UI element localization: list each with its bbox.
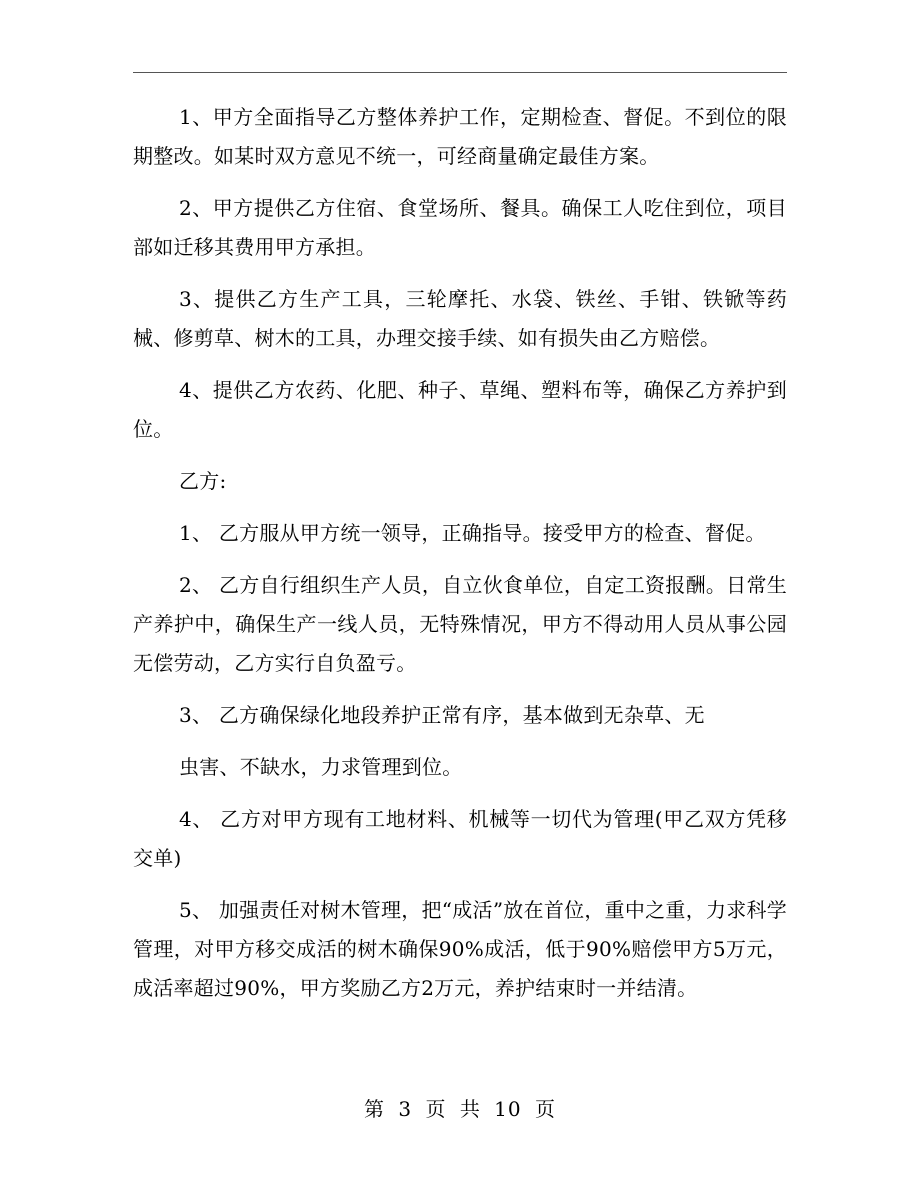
paragraph-party-a-item-4: 4、提供乙方农药、化肥、种子、草绳、塑料布等，确保乙方养护到位。 bbox=[133, 378, 787, 441]
section-heading-party-b: 乙方: bbox=[179, 469, 227, 493]
paragraph-party-a-item-3: 3、提供乙方生产工具，三轮摩托、水袋、铁丝、手钳、铁锨等药械、修剪草、树木的工具，办理交接手续、如有损失由乙方赔偿。 bbox=[133, 287, 787, 350]
paragraph-party-b-item-3-line-1: 3、 乙方确保绿化地段养护正常有序，基本做到无杂草、无 bbox=[179, 703, 705, 727]
current-page-number: 3 bbox=[398, 1097, 413, 1121]
paragraph-party-b-item-3-line-2: 虫害、不缺水，力求管理到位。 bbox=[179, 755, 463, 779]
paragraph-party-b-item-4: 4、 乙方对甲方现有工地材料、机械等一切代为管理(甲乙双方凭移交单) bbox=[133, 807, 787, 870]
paragraph-party-a-item-2: 2、甲方提供乙方住宿、食堂场所、餐具。确保工人吃住到位，项目部如迁移其费用甲方承担。 bbox=[133, 196, 787, 259]
paragraph-party-b-item-5: 5、 加强责任对树木管理，把“成活”放在首位，重中之重，力求科学管理，对甲方移交成活的树木确保90%成活，低于90%赔偿甲方5万元，成活率超过90%，甲方奖励乙方2万元，养护结束时一并结清。 bbox=[133, 898, 787, 1000]
header-divider bbox=[133, 72, 787, 73]
paragraph-party-b-item-2: 2、 乙方自行组织生产人员，自立伙食单位，自定工资报酬。日常生产养护中，确保生产一线人员，无特殊情况，甲方不得动用人员从事公园无偿劳动，乙方实行自负盈亏。 bbox=[133, 573, 787, 675]
page-number-footer bbox=[0, 1096, 920, 1122]
footer-suffix: 页 bbox=[534, 1097, 556, 1121]
footer-total-word: 共 bbox=[459, 1097, 481, 1121]
paragraph-party-a-item-1: 1、甲方全面指导乙方整体养护工作，定期检查、督促。不到位的限期整改。如某时双方意见不统一，可经商量确定最佳方案。 bbox=[133, 105, 787, 168]
total-pages-number: 10 bbox=[494, 1097, 522, 1121]
footer-page-word: 页 bbox=[425, 1097, 447, 1121]
document-body bbox=[133, 98, 787, 1021]
footer-prefix: 第 bbox=[364, 1097, 385, 1121]
paragraph-party-b-item-1: 1、 乙方服从甲方统一领导，正确指导。接受甲方的检查、督促。 bbox=[179, 521, 766, 545]
